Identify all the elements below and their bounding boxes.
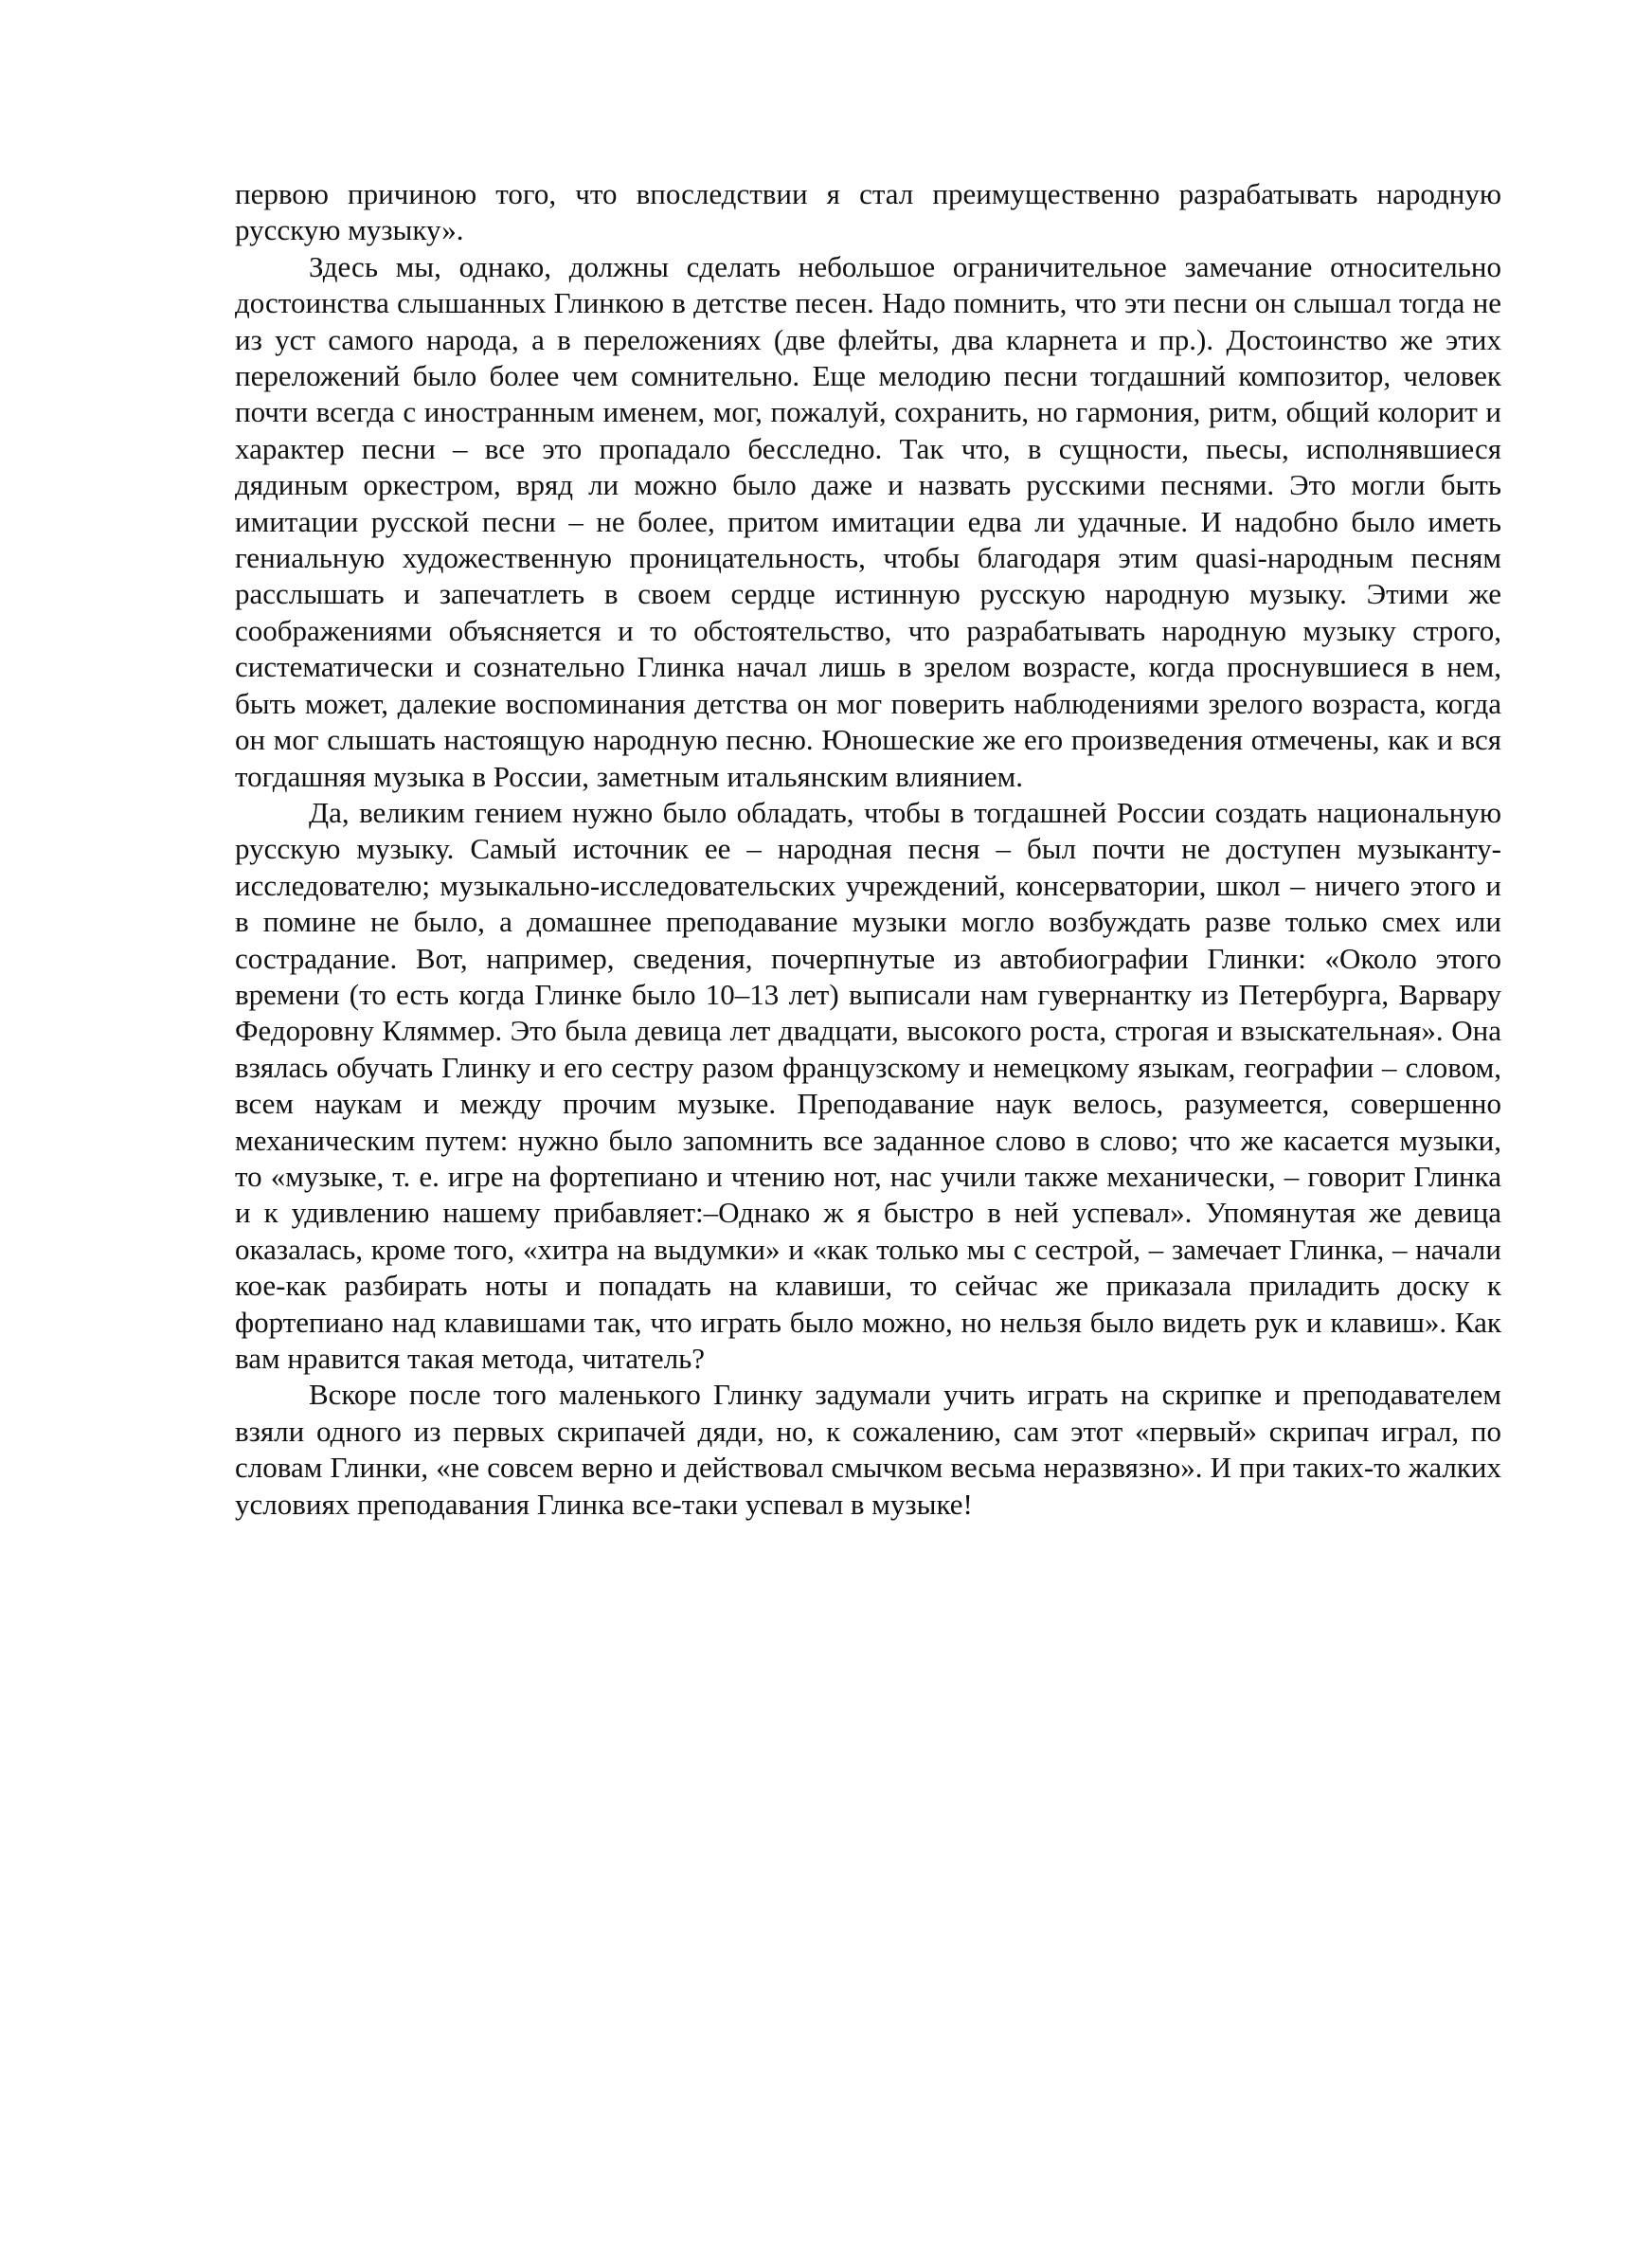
paragraph-music-education: Да, великим гением нужно было обладать, чтобы в тогдашней России создать национальную русскую музыку. Самый источник ее – народная песня – был почти не доступен музыканту-исследователю; музыкально-исследовательских учреждений, консерватории, школ – ничего этого и в помине не было, а домашнее преподавание музыки могло возбуждать разве только смех или сострадание. Вот, например, сведения, почерпнутые из автобиографии Глинки: «Около этого времени (то есть когда Глинке было 10–13 лет) выписали нам гувернантку из Петербурга, Варвару Федоровну Кляммер. Это была девица лет двадцати, высокого роста, строгая и взыскательная». Она взялась обучать Глинку и его сестру разом французскому и немецкому языкам, географии – словом, всем наукам и между прочим музыке. Преподавание наук велось, разумеется, совершенно механическим путем: нужно было запомнить все заданное слово в слово; что же касается музыки, то «музыке, т. е. игре на фортепиано и чтению нот, нас учили также механически, – говорит Глинка и к удивлению нашему прибавляет:–Однако ж я быстро в ней успевал». Упомянутая же девица оказалась, кроме того, «хитра на выдумки» и «как только мы с сестрой, – замечает Глинка, – начали кое-как разбирать ноты и попадать на клавиши, то сейчас же приказала приладить доску к фортепиано над клавишами так, что играть было можно, но нельзя было видеть рук и клавиш». Как вам нравится такая метода, читатель?: [235, 795, 1501, 1375]
paragraph-folk-song-arrangements: Здесь мы, однако, должны сделать небольшое ограничительное замечание относительно достоинства слышанных Глинкою в детстве песен. Надо помнить, что эти песни он слышал тогда не из уст самого народа, а в переложениях (две флейты, два кларнета и пр.). Достоинство же этих переложений было более чем сомнительно. Еще мелодию песни тогдашний композитор, человек почти всегда с иностранным именем, мог, пожалуй, сохранить, но гармония, ритм, общий колорит и характер песни – все это пропадало бесследно. Так что, в сущности, пьесы, исполнявшиеся дядиным оркестром, вряд ли можно было даже и назвать русскими песнями. Это могли быть имитации русской песни – не более, притом имитации едва ли удачные. И надобно было иметь гениальную художественную проницательность, чтобы благодаря этим quasi-народным песням расслышать и запечатлеть в своем сердце истинную русскую народную музыку. Этими же соображениями объясняется и то обстоятельство, что разрабатывать народную музыку строго, систематически и сознательно Глинка начал лишь в зрелом возрасте, когда проснувшиеся в нем, быть может, далекие воспоминания детства он мог поверить наблюдениями зрелого возраста, когда он мог слышать настоящую народную песню. Юношеские же его произведения отмечены, как и вся тогдашняя музыка в России, заметным итальянским влиянием.: [235, 249, 1501, 793]
paragraph-continuation: первою причиною того, что впоследствии я стал преимущественно разрабатывать народную русскую музыку».: [235, 177, 1501, 247]
paragraph-violin-lessons: Вскоре после того маленького Глинку задумали учить играть на скрипке и преподавателем взяли одного из первых скрипачей дяди, но, к сожалению, сам этот «первый» скрипач играл, по словам Глинки, «не совсем верно и действовал смычком весьма неразвязно». И при таких-то жалких условиях преподавания Глинка все-таки успевал в музыке!: [235, 1378, 1501, 1521]
body-text: [235, 176, 1501, 1523]
